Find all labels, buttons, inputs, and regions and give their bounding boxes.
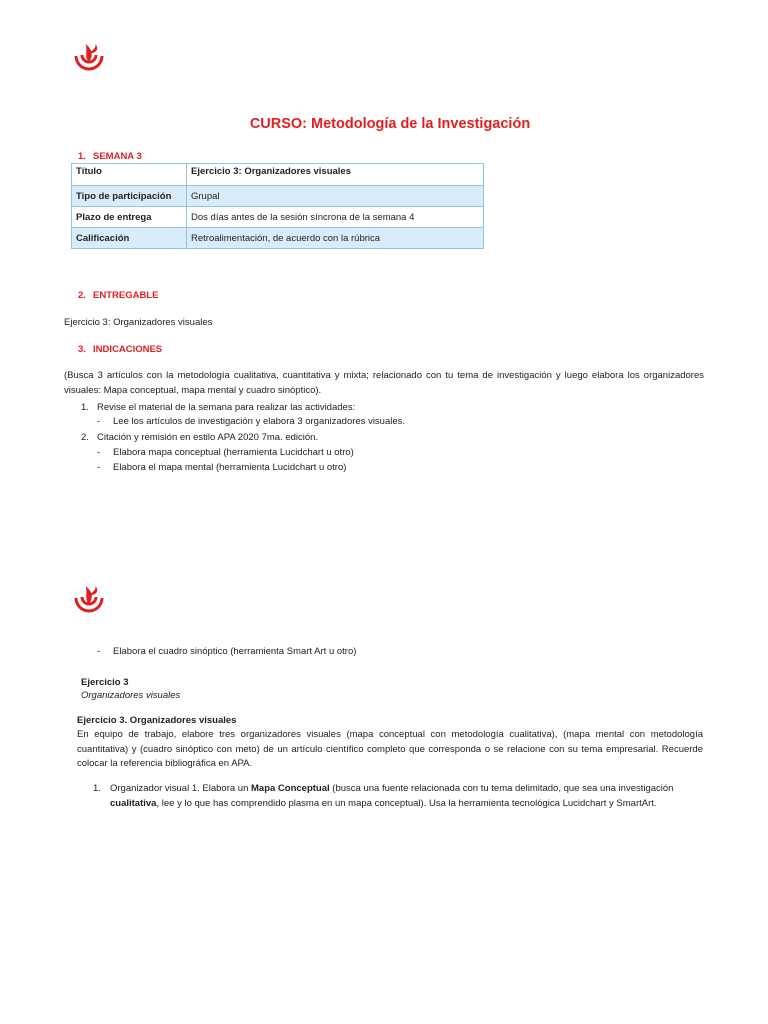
section-number: 3. (78, 344, 86, 355)
table-cell-label: Plazo de entrega (72, 207, 187, 228)
step-item (81, 401, 355, 416)
organizador-bold-term: Mapa Conceptual (251, 783, 330, 794)
ejercicio-paragraph: En equipo de trabajo, elabore tres organizadores visuales (mapa conceptual con metodología cualitativa), (mapa mental con metodología cuantitativa) y (cuadro sinóptico con meto) de un artículo científico completo que corresponda o se relacione con su tema empresarial. Recuerde colocar la referencia bibliográfica en APA. (77, 729, 703, 769)
university-logo-icon (71, 582, 107, 618)
table-cell-value: Grupal (187, 186, 484, 207)
organizador-text-part: (busca una fuente relacionada con tu tema delimitado, que sea una investigación (329, 783, 674, 794)
table-cell-value: Ejercicio 3: Organizadores visuales (187, 164, 484, 186)
step-number: 1. (81, 402, 89, 413)
bullet-item (97, 461, 346, 476)
ejercicio-subtitle: Organizadores visuales (81, 690, 181, 701)
section-heading-indicaciones (78, 344, 162, 355)
table-cell-value: Retroalimentación, de acuerdo con la rúbrica (187, 228, 484, 249)
section-number: 2. (78, 290, 86, 301)
bullet-item (97, 415, 405, 430)
bullet-dash: - (97, 646, 101, 657)
table-row (72, 228, 484, 249)
section-label: SEMANA 3 (93, 151, 142, 162)
bullet-text: Elabora el cuadro sinóptico (herramienta Smart Art u otro) (113, 646, 357, 657)
section-label: ENTREGABLE (93, 290, 159, 301)
table-row (72, 207, 484, 228)
bullet-text: Elabora mapa conceptual (herramienta Lucidchart u otro) (113, 447, 354, 458)
item-number: 1. (93, 783, 101, 794)
step-item (81, 431, 318, 446)
ejercicio-heading: Ejercicio 3. Organizadores visuales (77, 715, 237, 726)
table-cell-label: Tipo de participación (72, 186, 187, 207)
section-heading-semana (78, 151, 142, 162)
table-cell-label: Calificación (72, 228, 187, 249)
ejercicio-label: Ejercicio 3 (81, 677, 129, 688)
organizador-text-part: Organizador visual 1. Elabora un (110, 783, 251, 794)
organizador-text-part: , lee y lo que has comprendido plasma en un mapa conceptual). Usa la herramienta tecnológica Lucidchart y SmartArt. (156, 797, 657, 809)
section-heading-entregable (78, 290, 158, 301)
step-text: Revise el material de la semana para realizar las actividades: (97, 402, 356, 413)
table-cell-label: Título (72, 164, 187, 186)
course-title: CURSO: Metodología de la Investigación (249, 116, 531, 132)
bullet-text: Lee los artículos de investigación y elabora 3 organizadores visuales. (113, 416, 406, 427)
section-label: INDICACIONES (93, 344, 163, 355)
table-row (72, 186, 484, 207)
table-cell-value: Dos días antes de la sesión síncrona de la semana 4 (187, 207, 484, 228)
organizador-bold-term: cualitativa (110, 797, 157, 809)
activity-info-table (71, 163, 484, 249)
bullet-item (97, 645, 356, 660)
bullet-item (97, 446, 354, 461)
bullet-dash: - (97, 416, 101, 427)
step-text: Citación y remisión en estilo APA 2020 7ma. edición. (97, 432, 319, 443)
entregable-text: Ejercicio 3: Organizadores visuales (64, 317, 213, 328)
section-number: 1. (78, 151, 86, 162)
university-logo-icon (71, 40, 107, 76)
indicaciones-paragraph: (Busca 3 artículos con la metodología cualitativa, cuantitativa y mixta; relacionado con tu tema de investigación y luego elabora los organizadores visuales: Mapa conceptual, mapa mental y cuadro sinóptico). (64, 370, 704, 396)
step-number: 2. (81, 432, 89, 443)
bullet-dash: - (97, 462, 101, 473)
bullet-dash: - (97, 447, 101, 458)
organizador-item (93, 782, 703, 811)
bullet-text: Elabora el mapa mental (herramienta Lucidchart u otro) (113, 462, 347, 473)
organizador-text (110, 782, 703, 811)
table-row (72, 164, 484, 186)
